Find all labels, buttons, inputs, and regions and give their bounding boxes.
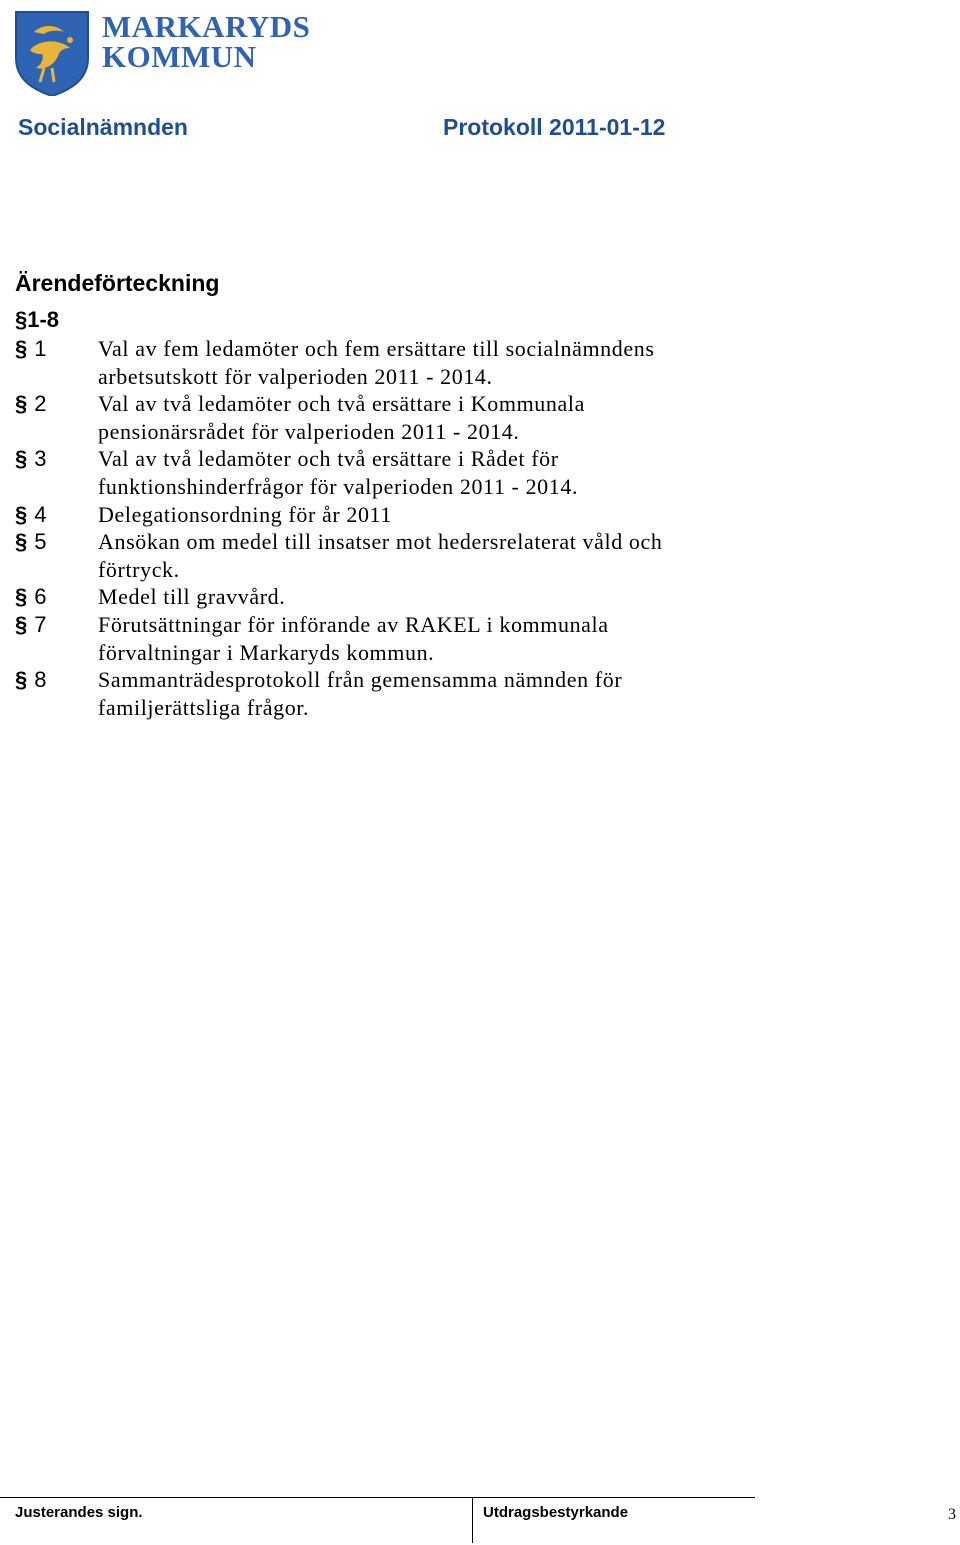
agenda-item [15,583,915,611]
item-line: Val av fem ledamöter och fem ersättare till socialnämndens [98,336,655,361]
footer-column-separator [472,1497,473,1543]
agenda-item [15,528,915,583]
item-text [98,611,748,666]
item-number: § 7 [15,611,47,637]
section-symbol: § [15,667,28,693]
paragraph-range [15,307,59,333]
range-value: 1-8 [27,307,60,332]
item-text [98,501,748,529]
footer-certification-label: Utdragsbestyrkande [483,1504,629,1521]
item-line: funktionshinderfrågor för valperioden 2011 - 2014. [98,473,579,499]
agenda-item [15,611,915,666]
item-line: Val av två ledamöter och två ersättare i Kommunala [98,391,585,417]
item-text [98,390,748,445]
item-text [98,335,748,390]
item-line: Ansökan om medel till insatser mot hedersrelaterat våld och [98,529,663,555]
item-line: Val av två ledamöter och två ersättare i Rådet för [98,446,559,472]
item-line: pensionärsrådet för valperioden 2011 - 2014. [98,418,520,444]
index-title: Ärendeförteckning [15,270,220,296]
item-number: § 3 [15,446,47,472]
item-number: § 8 [15,667,47,693]
section-symbol: § [15,584,28,610]
item-text [98,528,748,583]
coat-of-arms-icon [14,10,90,96]
agenda-item [15,335,915,390]
agenda-item [15,666,915,721]
item-number: § 1 [15,336,47,361]
agenda-list [15,335,915,721]
item-number: § 2 [15,391,47,417]
agenda-item [15,390,915,445]
committee-name: Socialnämnden [18,114,188,140]
item-line: Sammanträdesprotokoll från gemensamma nämnden för [98,667,623,693]
item-line: förtryck. [98,556,180,582]
item-text [98,666,748,721]
item-line: arbetsutskott för valperioden 2011 - 2014. [98,363,493,389]
section-symbol: § [15,391,28,417]
municipality-logo [14,10,314,100]
item-number: § 5 [15,529,47,555]
agenda-item [15,445,915,500]
item-number: § 6 [15,584,47,610]
protocol-date: Protokoll 2011-01-12 [443,114,666,140]
footer-divider [0,1497,755,1498]
section-symbol: § [15,611,28,637]
page-number: 3 [948,1506,956,1523]
item-text [98,583,748,611]
item-line: förvaltningar i Markaryds kommun. [98,639,435,665]
section-symbol: § [15,336,28,361]
section-symbol: § [15,501,28,527]
section-symbol: § [15,529,28,555]
logo-line-1: MARKARYDS [102,9,311,44]
footer-signature-label: Justerandes sign. [15,1504,143,1521]
item-number: § 4 [15,501,47,527]
item-text [98,445,748,500]
section-symbol: § [15,446,28,472]
item-line: familjerättsliga frågor. [98,694,310,720]
item-line: Medel till gravvård. [98,584,286,610]
item-line: Förutsättningar för införande av RAKEL i kommunala [98,611,609,637]
logo-wordmark [102,9,311,74]
logo-line-2: KOMMUN [102,39,257,74]
section-symbol: § [15,307,28,332]
agenda-item [15,501,915,529]
item-line: Delegationsordning för år 2011 [98,501,392,527]
